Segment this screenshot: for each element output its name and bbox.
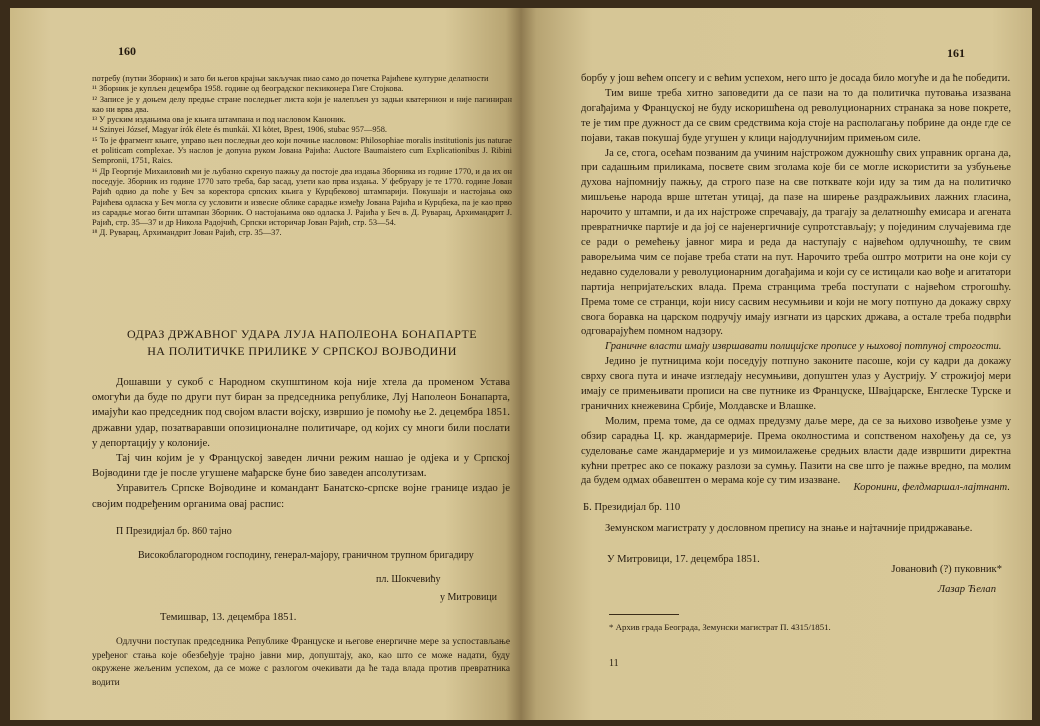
footnote-rule xyxy=(609,614,679,615)
document-name: пл. Шокчевићу xyxy=(376,574,441,585)
left-body-text xyxy=(92,375,510,512)
signature-celap: Лазар Ћелап xyxy=(937,584,996,595)
document-addressee: Високоблагородном господину, генерал-мајору, граничном трупном бригадиру xyxy=(138,550,474,561)
paragraph: Тај чин којим је у Француској заведен лични режим нашао је одјека и у Српској Војводини где је после угушене мађарске буне био заведен апсолутизам. xyxy=(92,452,510,480)
paragraph: борбу у још већем опсегу и с већим успехом, него што је досада било могуће и да ће победити. xyxy=(581,73,1011,84)
document-body xyxy=(92,636,510,690)
paragraph: Земунском магистрату у дословном препису на знање и најтачније придржавање. xyxy=(605,523,973,534)
signature-jovanovic: Јовановић (?) пуковник* xyxy=(891,564,1002,575)
presidial-number: Б. Президијал бр. 110 xyxy=(583,502,681,513)
heading-line: ОДРАЗ ДРЖАВНОГ УДАРА ЛУЈА НАПОЛЕОНА БОНАПАРТЕ xyxy=(127,327,477,341)
page-number-right: 161 xyxy=(947,46,965,60)
heading-line: НА ПОЛИТИЧКЕ ПРИЛИКЕ У СРПСКОЈ ВОЈВОДИНИ xyxy=(147,344,457,358)
paragraph: Молим, према томе, да се одмах предузму даље мере, да се за њихово извођење узме у обзир сарадња Ц. кр. жандармерије. Према околностима и сопственом нахођењу да се, уз суделовање саме жандармерије и уз мимоилажење средњих власти даде извршити директна кућни претрес ако се покажу разлози за сумњу. Пазити на све што је пажње вредно, па молим да будем одмах обавештен о мерама које су тим изазване. xyxy=(581,415,1011,487)
document-dateline: Темишвар, 13. децембра 1851. xyxy=(160,612,297,623)
footnote: ¹² Записе је у доњем делу предње стране последњег листа који је налепљен уз задњи кватернион и није пагиниран као ни врва два. xyxy=(92,94,512,114)
archive-footnote: * Архив града Београда, Земунски магистрат П. 4315/1851. xyxy=(609,622,831,632)
paragraph: Одлучни поступак председника Републике Француске и његове енергичне мере за успостављање уређеног стања које обезбеђује трајно јавни мир, допуштају, ако, као што се може надати, буду окружене жељеним успехом, да се може с разлогом очекивати да ће тада влада против превратника водити xyxy=(92,637,510,688)
signature-mark: 11 xyxy=(609,658,619,669)
left-page xyxy=(10,8,521,720)
footnote: ¹⁸ Д. Руварац, Архимандрит Јован Рајић, стр. 35—37. xyxy=(92,228,282,238)
footnote: ¹⁴ Szinyei József, Magyar írók élete és munkái. XI kötet, Bpest, 1906, stubac 957—958. xyxy=(92,125,388,135)
paragraph: Дошавши у сукоб с Народном скупштином која није хтела да променом Устава омогући да буде по други пут биран за председника републике, Луј Наполеон Бонапарта, имајући као председник под својом власти војску, извршио је помоћу ње 2. децембра 1851. државни удар, позатваравши опозиционалне политичаре, од којих су многи били послати у депортацију у колоније. xyxy=(92,376,510,449)
page-number-left: 160 xyxy=(118,44,136,58)
paragraph: Ја се, стога, осећам позваним да учиним најстрожом дужношћу свих управник органа да, при садашњим приликама, посвете свим зголама које би се могле искористити за узбуњење духова најпомнију пажњу, да строго пазе на све потквате који иду за тим да на политичко мишљење народа врше штетан утицај, да пазе на ширење раздражљивих лажних гласина, нарочито у штампи, и да их најстроже спречавају, да трагају за делатношћу емисара и агената превратничке партије и да јој се најенергичније супротстављају; у појединим случајевима где се ради о ремећењу јавног мира и реда да наступају с највећом одлучношћу, те свим раворељима чим се појаве треба стати на пут. Нарочито треба оштро мотрити на оне који су недавно суделовали у револуционарним догађајима и који су се истицали као вође и агитатори партија непријатељских влада. Према странцима треба поступати с највећом строгошћу. Према томе се странци, који нису сасвим несумњиви и који не могу потпуно да докажу сврху свога боравка на царском подручју имају изгнати из царских држава, а остале треба подврћи одговарајућем помном надзору. xyxy=(581,147,1011,338)
right-body-text xyxy=(581,72,1011,489)
footnote: потребу (путни Зборник) и зато би његов крајњи закључак пиао само до почетка Рајићеве културне делатности xyxy=(92,74,489,83)
paragraph: Једино је путницима који поседују потпуно законите пасоше, који су кадри да докажу сврху свога пута и иначе изгледају несумњиви, допуштен улаз у Аустрију. У строжијој мери имају се примењивати прописи на све путнике из Француске, Швајцарске, Енглеске Турске и граничних кнежевина Србије, Молдавске и Влашке. xyxy=(581,356,1011,412)
right-page xyxy=(521,8,1032,720)
document-number: П Президијал бр. 860 тајно xyxy=(116,526,232,537)
paragraph: Тим више треба хитно заповедити да се пази на то да политичка путовања изазвана догађајима у Француској не буду искоришћена од револуционарних странака за нове покрете, те је тим пре дужност да се свим средствима која стоје на располагању побрине да онде где се појави, такав покушај буде угушен у клици најодлучнијим примењом силе. xyxy=(581,87,1011,144)
footnote: ¹⁶ Др Георгије Михаиловић ми је љубазно скренуо пажњу да постоје два издања Зборника из године 1770, и да их он поседује. Зборник из године 1770 зато треба, бар засад, узети као прва издања. У фебруару је те 1770. године Јован Рајић одвио да поће у Беч за коректора српских књига у Курцбековој штампарији. Покушаји и настојања око Рајићева одласка у Беч могла су условити и извесне облике сарадње између Јована Рајића и Курцбека, па је као прво из сарадње могао бити штампан Зборник. О настојањима око одласка Ј. Рајића у Беч в. Д. Руварац, Архимандрит Ј. Рајић, стр. 35—37 и др Никола Радојчић, Српски историчар Јован Рајић, стр. 53—54. xyxy=(92,166,512,228)
open-book xyxy=(10,8,1032,720)
footnote: ¹⁵ То је фрагмент књиге, управо њен последњи део који почиње насловом: Philosophiae moralis institutionis jus naturae et politicam complexae. Уз наслов је допуна руком Јована Рајића: Auctore Baumaistero cum Explicationibus J. Ribini Sempronii, 1751, Raics. xyxy=(92,135,512,166)
footnote: ¹¹ Зборник је купљен децембра 1958. године од београдског пекзиконера Гиге Стојкова. xyxy=(92,84,404,94)
footnotes-block xyxy=(92,74,512,239)
paragraph: Управитељ Српске Војводине и командант Банатско-српске војне границе издао је својим подређеним органима овај распис: xyxy=(92,482,510,510)
document-place: у Митровици xyxy=(440,592,498,603)
article-heading xyxy=(102,326,502,360)
signature-koronini: Коронини, фелдмаршал-лајтнант. xyxy=(853,482,1010,493)
dateline-mitrovica: У Митровици, 17. децембра 1851. xyxy=(607,554,760,565)
footnote: ¹³ У руским издањима ова је књига штампана и под насловом Каноник. xyxy=(92,115,346,125)
zemun-instruction xyxy=(581,522,1011,537)
italic-paragraph: Граничне власти имају извршавати полицијске прописе у њиховој потпуној строгости. xyxy=(605,341,1002,353)
